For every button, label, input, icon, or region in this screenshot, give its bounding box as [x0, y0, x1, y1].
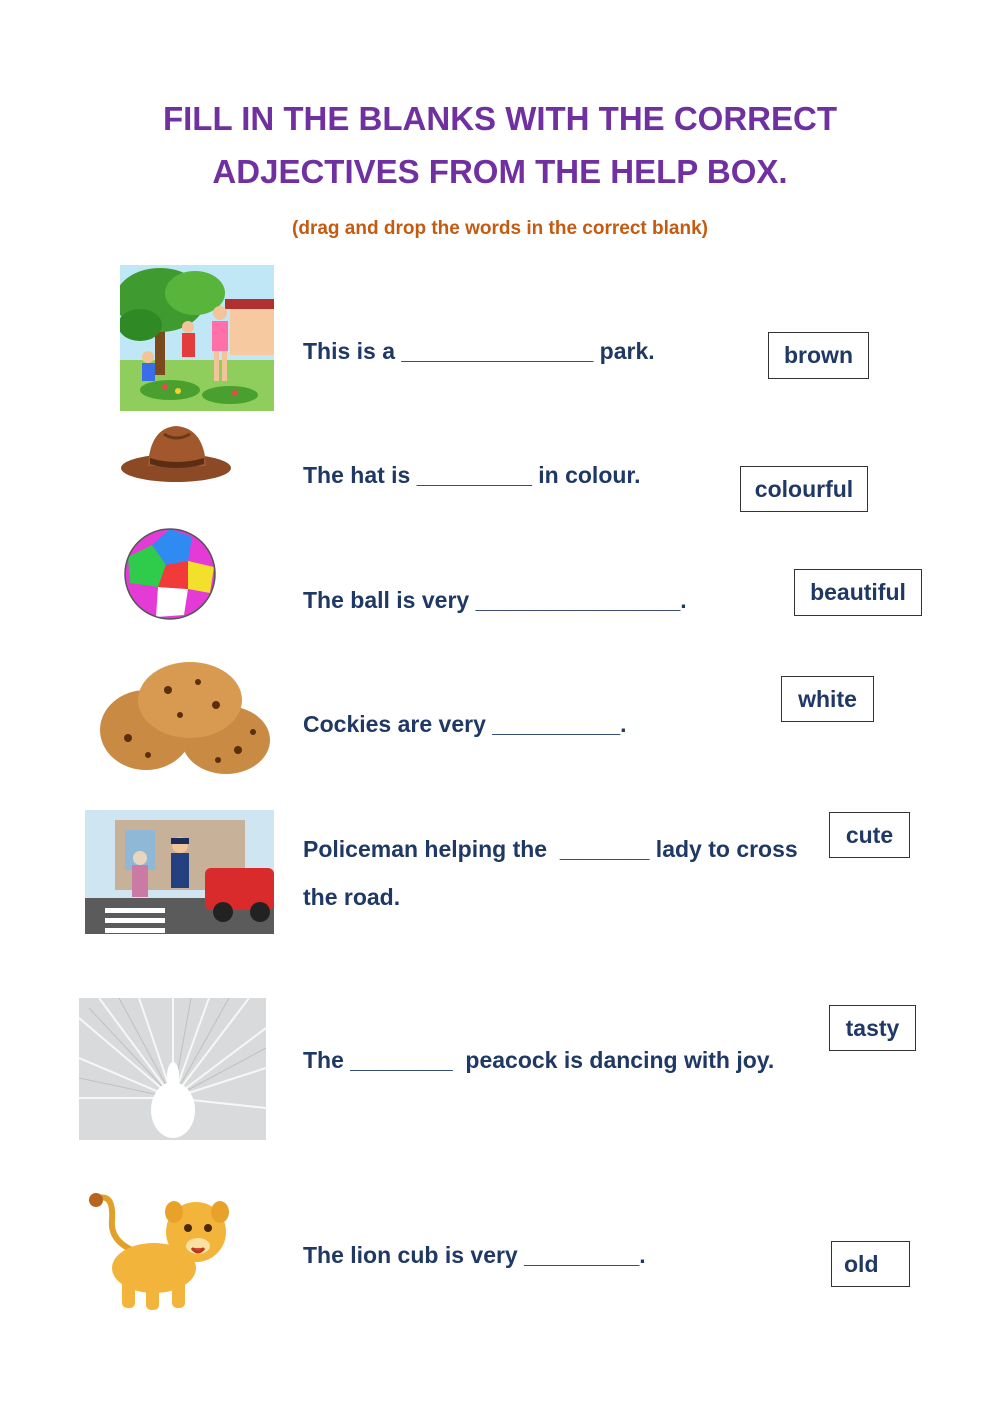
question-1-text: This is a _______________ park.: [303, 338, 655, 364]
title-line-2: ADJECTIVES FROM THE HELP BOX.: [212, 153, 788, 190]
question-4-text: Cockies are very __________.: [303, 711, 627, 737]
park-family-icon: [120, 265, 274, 411]
word-cute[interactable]: cute: [829, 812, 910, 858]
word-old[interactable]: old: [831, 1241, 910, 1287]
title-line-1: FILL IN THE BLANKS WITH THE CORRECT: [162, 100, 838, 137]
question-2-text: The hat is _________ in colour.: [303, 462, 641, 488]
brown-hat-icon: [120, 420, 232, 490]
question-3-text: The ball is very ________________.: [303, 587, 687, 613]
question-7-text: The lion cub is very _________.: [303, 1242, 646, 1268]
word-beautiful[interactable]: beautiful: [794, 569, 922, 616]
word-tasty[interactable]: tasty: [829, 1005, 916, 1051]
instruction-text: (drag and drop the words in the correct blank): [292, 218, 708, 239]
policeman-crossing-icon: [85, 810, 274, 934]
question-5-text-line-2: the road.: [303, 884, 401, 910]
cookies-icon: [98, 660, 272, 775]
colourful-ball-icon: [122, 527, 218, 621]
word-brown[interactable]: brown: [768, 332, 869, 379]
word-colourful[interactable]: colourful: [740, 466, 868, 512]
question-6-text: The ________ peacock is dancing with joy.: [303, 1047, 775, 1073]
word-white[interactable]: white: [781, 676, 874, 722]
white-peacock-icon: [79, 998, 266, 1140]
lion-cub-icon: [84, 1190, 238, 1315]
question-5-text-line-1: Policeman helping the _______ lady to cross: [303, 836, 798, 862]
